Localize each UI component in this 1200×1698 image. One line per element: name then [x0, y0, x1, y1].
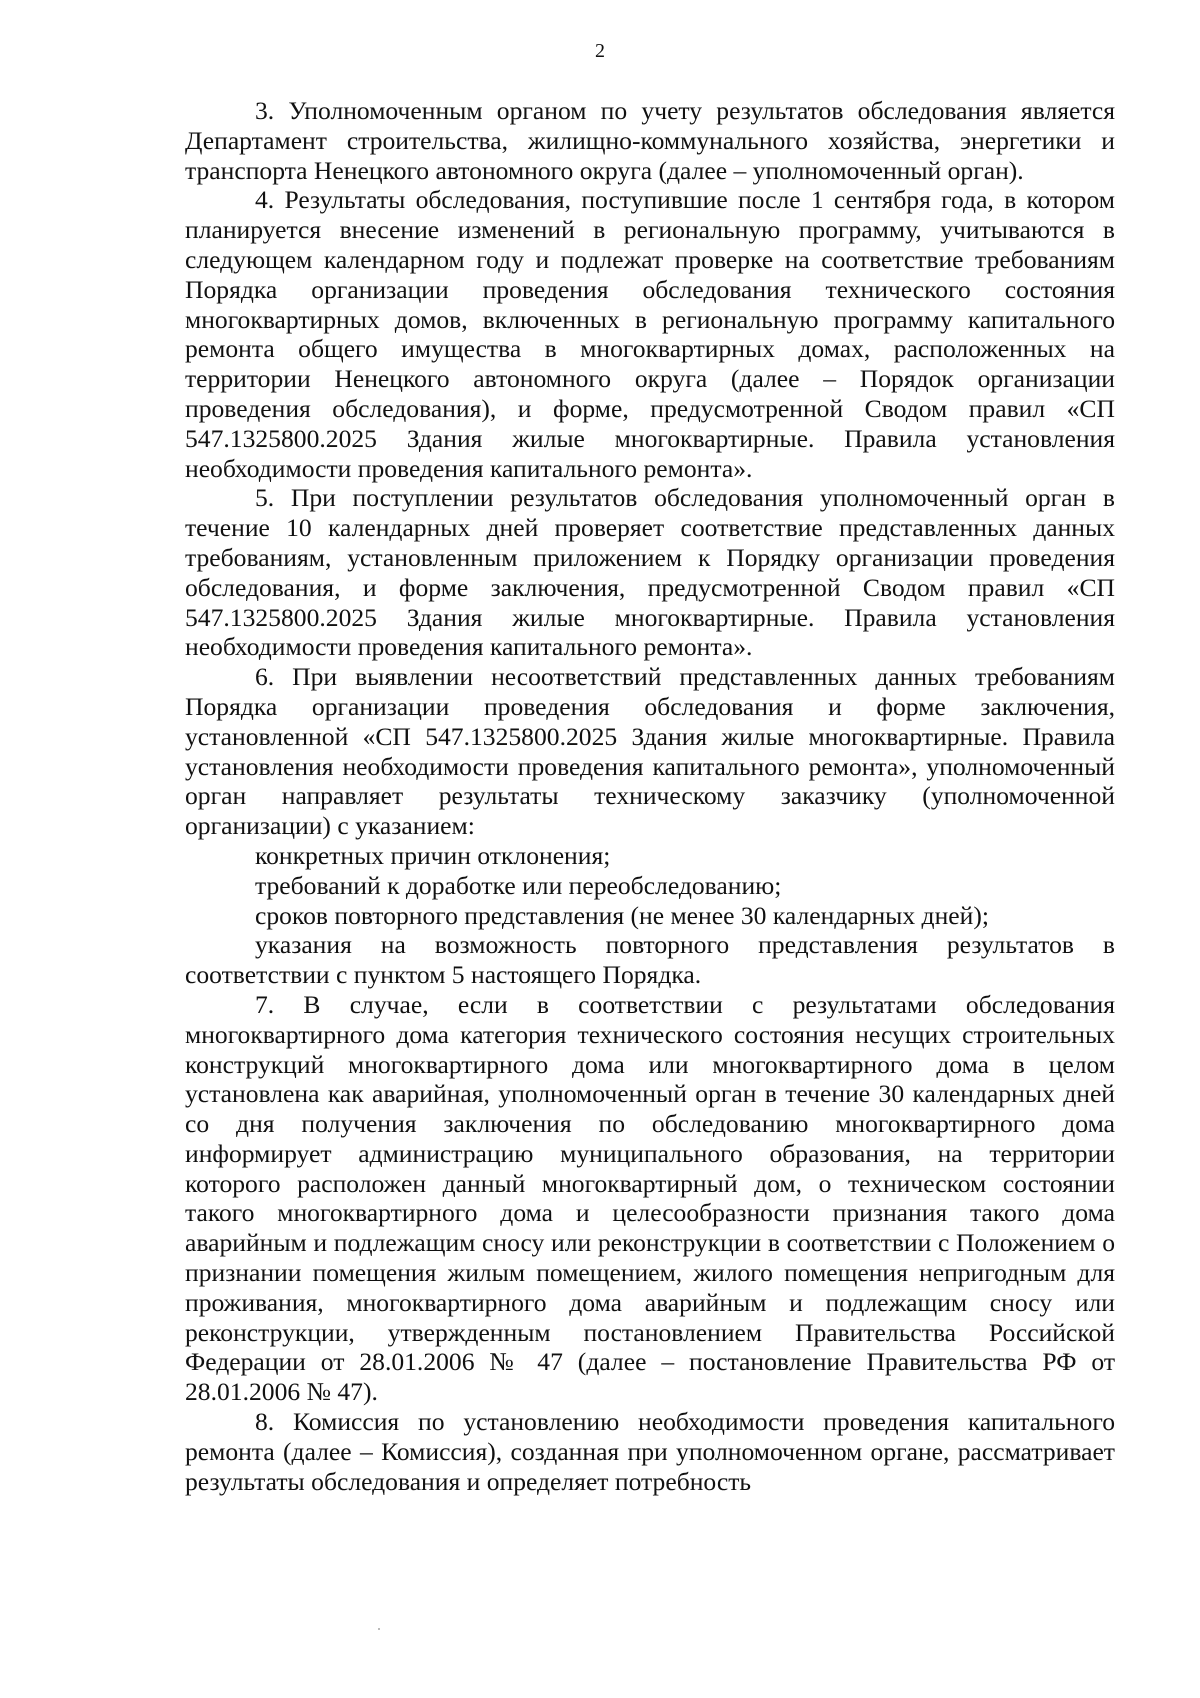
list-item-requirements: требований к доработке или переобследованию;	[255, 870, 782, 900]
page-number: 2	[595, 40, 605, 62]
list-item-deadlines: сроков повторного представления (не менее 30 календарных дней);	[255, 900, 989, 930]
paragraph-5: 5. При поступлении результатов обследования уполномоченный орган в течение 10 календарных дней проверяет соответствие представленных данных требованиям, установленным приложением к Порядку организации проведения обследования, и форме заключения, предусмотренной Сводом правил «СП 547.1325800.2025 Здания жилые многоквартирные. Правила установления необходимости проведения капитального ремонта».	[185, 483, 1115, 662]
paragraph-3: 3. Уполномоченным органом по учету результатов обследования является Департамент строительства, жилищно-коммунального хозяйства, энергетики и транспорта Ненецкого автономного округа (далее – уполномоченный орган).	[185, 96, 1115, 185]
paragraph-4: 4. Результаты обследования, поступившие после 1 сентября года, в котором планируется внесение изменений в региональную программу, учитываются в следующем календарном году и подлежат проверке на соответствие требованиям Порядка организации проведения обследования технического состояния многоквартирных домов, включенных в региональную программу капитального ремонта общего имущества в многоквартирных домах, расположенных на территории Ненецкого автономного округа (далее – Порядок организации проведения обследования), и форме, предусмотренной Сводом правил «СП 547.1325800.2025 Здания жилые многоквартирные. Правила установления необходимости проведения капитального ремонта».	[185, 185, 1115, 483]
paragraph-6: 6. При выявлении несоответствий представленных данных требованиям Порядка организации проведения обследования и форме заключения, установленной «СП 547.1325800.2025 Здания жилые многоквартирные. Правила установления необходимости проведения капитального ремонта», уполномоченный орган направляет результаты техническому заказчику (уполномоченной организации) с указанием:	[185, 662, 1115, 841]
paragraph-7: 7. В случае, если в соответствии с результатами обследования многоквартирного дома категория технического состояния несущих строительных конструкций многоквартирного дома или многоквартирного дома в целом установлена как аварийная, уполномоченный орган в течение 30 календарных дней со дня получения заключения по обследованию многоквартирного дома информирует администрацию муниципального образования, на территории которого расположен данный многоквартирный дом, о техническом состоянии такого многоквартирного дома и целесообразности признания такого дома аварийным и подлежащим сносу или реконструкции в соответствии с Положением о признании помещения жилым помещением, жилого помещения непригодным для проживания, многоквартирного дома аварийным и подлежащим сносу или реконструкции, утвержденным постановлением Правительства Российской Федерации от 28.01.2006 № 47 (далее – постановление Правительства РФ от 28.01.2006 № 47).	[185, 989, 1115, 1407]
document-body	[185, 96, 1115, 1496]
list-item-resubmission: указания на возможность повторного представления результатов в соответствии с пунктом 5 настоящего Порядка.	[185, 930, 1115, 990]
list-item-reasons: конкретных причин отклонения;	[255, 840, 611, 870]
paragraph-8: 8. Комиссия по установлению необходимости проведения капитального ремонта (далее – Комиссия), созданная при уполномоченном органе, рассматривает результаты обследования и определяет потребность	[185, 1407, 1115, 1496]
scan-speck	[378, 1628, 380, 1630]
